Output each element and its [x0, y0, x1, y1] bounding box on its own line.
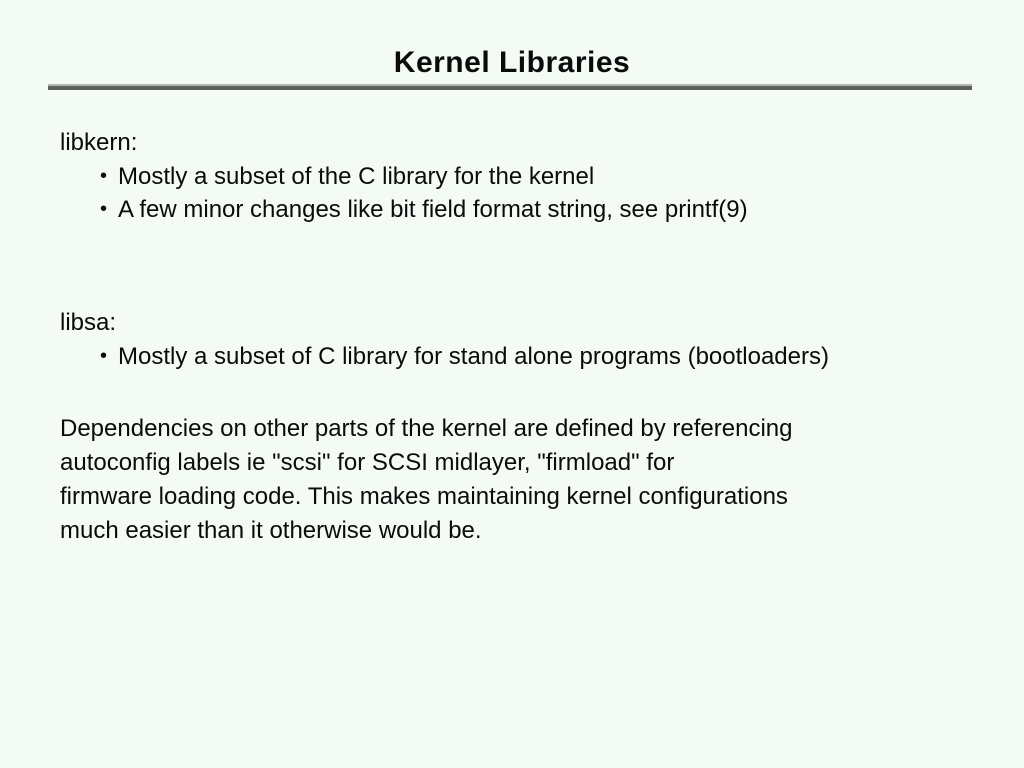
section-heading-libkern: libkern: [60, 129, 138, 156]
slide-title: Kernel Libraries [393, 46, 631, 79]
bullet-text: A few minor changes like bit field format string, see printf(9) [118, 196, 748, 223]
list-item [100, 340, 829, 373]
bullet-icon: • [100, 198, 108, 220]
list-item [100, 160, 748, 193]
paragraph-line: much easier than it otherwise would be. [60, 517, 482, 544]
bullet-icon: • [100, 165, 108, 187]
section-libkern [60, 126, 748, 226]
section-libsa [60, 306, 829, 373]
list-item [100, 193, 748, 226]
dependencies-paragraph [60, 412, 970, 548]
paragraph-line: autoconfig labels ie "scsi" for SCSI midlayer, "firmload" for [60, 449, 675, 476]
bullet-icon: • [100, 345, 108, 367]
paragraph-line: Dependencies on other parts of the kernel are defined by referencing [60, 415, 793, 442]
bullet-text: Mostly a subset of the C library for the kernel [118, 163, 595, 190]
section-heading-libsa: libsa: [60, 309, 117, 336]
paragraph-line: firmware loading code. This makes maintaining kernel configurations [60, 483, 788, 510]
title-rule-divider [48, 84, 972, 90]
bullet-text: Mostly a subset of C library for stand alone programs (bootloaders) [118, 343, 829, 370]
